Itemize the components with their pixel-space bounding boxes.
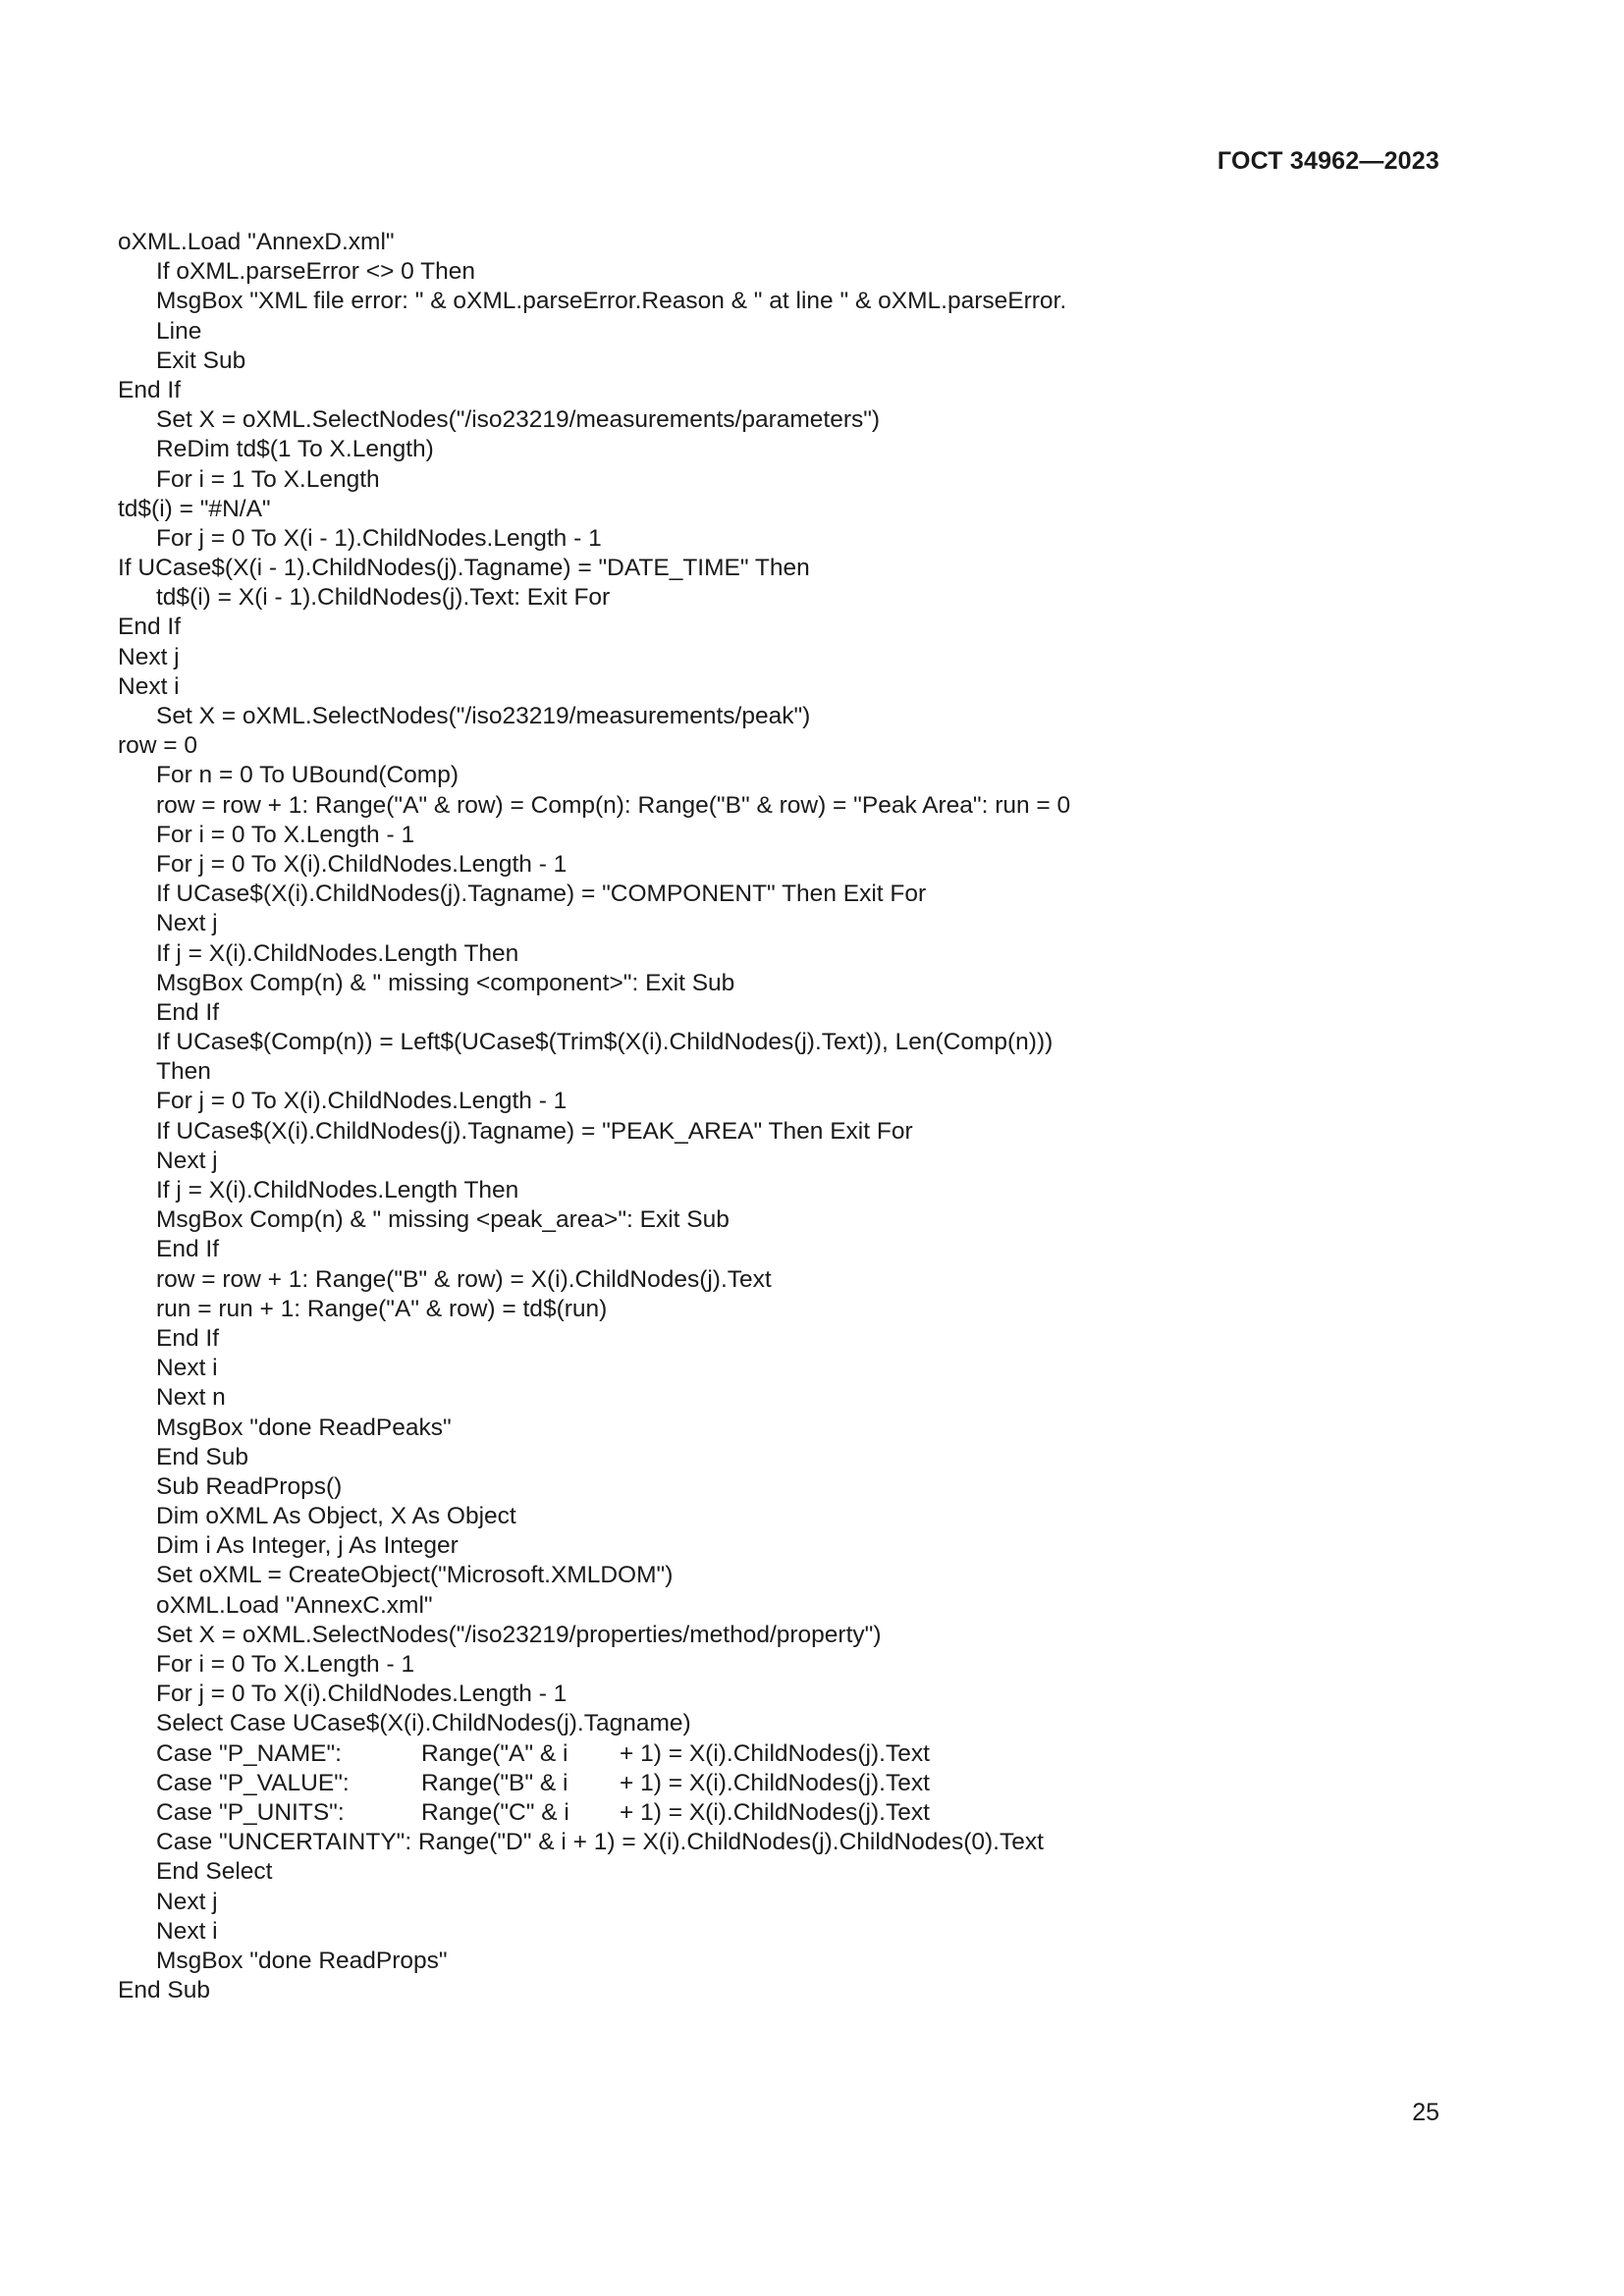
code-line: Set X = oXML.SelectNodes("/iso23219/measurements/parameters") [156, 406, 881, 434]
code-line: oXML.Load "AnnexD.xml" [118, 229, 395, 255]
code-line: For n = 0 To UBound(Comp) [156, 762, 459, 789]
code-line-column: + 1) = X(i).ChildNodes(j).Text [620, 1739, 930, 1767]
code-line: row = 0 [118, 732, 198, 760]
code-line: For j = 0 To X(i).ChildNodes.Length - 1 [156, 1681, 568, 1708]
code-line [118, 1769, 1512, 1798]
code-line: MsgBox "done ReadProps" [156, 1947, 448, 1974]
code-line: Next j [156, 1888, 218, 1915]
code-line: End If [118, 614, 182, 641]
code-line: Next n [156, 1384, 226, 1412]
code-line: For j = 0 To X(i).ChildNodes.Length - 1 [156, 1088, 568, 1115]
code-line: End Select [156, 1858, 273, 1886]
code-line: Dim oXML As Object, X As Object [156, 1503, 516, 1530]
code-line: Set X = oXML.SelectNodes("/iso23219/properties/method/property") [156, 1621, 882, 1648]
code-line: td$(i) = X(i - 1).ChildNodes(j).Text: Exit For [156, 584, 611, 612]
code-line: Then [156, 1058, 211, 1086]
code-line-column: Case "P_VALUE": [156, 1769, 350, 1796]
code-line-column: + 1) = X(i).ChildNodes(j).Text [620, 1798, 930, 1826]
code-line: For i = 0 To X.Length - 1 [156, 1651, 415, 1678]
code-line-column: Case "P_UNITS": [156, 1798, 345, 1826]
code-line: run = run + 1: Range("A" & row) = td$(run) [156, 1295, 608, 1322]
code-line: If UCase$(X(i).ChildNodes(j).Tagname) = "COMPONENT" Then Exit For [156, 881, 927, 908]
code-line: End If [156, 1236, 220, 1263]
code-line: If j = X(i).ChildNodes.Length Then [156, 1177, 519, 1203]
code-line: If UCase$(Comp(n)) = Left$(UCase$(Trim$(X(i).ChildNodes(j).Text)), Len(Comp(n))) [156, 1029, 1054, 1056]
code-line: If j = X(i).ChildNodes.Length Then [156, 939, 519, 967]
code-line-column: Case "P_NAME": [156, 1739, 342, 1767]
code-line-column: Range("C" & i [421, 1798, 569, 1826]
code-line: row = row + 1: Range("B" & row) = X(i).ChildNodes(j).Text [156, 1265, 772, 1293]
document-header-id: ГОСТ 34962—2023 [1217, 147, 1439, 175]
code-line: Next i [118, 672, 180, 700]
code-line: row = row + 1: Range("A" & row) = Comp(n): Range("B" & row) = "Peak Area": run = 0 [156, 791, 1071, 819]
code-line: End Sub [156, 1443, 248, 1470]
code-line: If UCase$(X(i - 1).ChildNodes(j).Tagname) = "DATE_TIME" Then [118, 555, 810, 582]
code-line [118, 1798, 1512, 1828]
code-line: Sub ReadProps() [156, 1472, 343, 1500]
code-line: Next i [156, 1355, 218, 1382]
code-line: Next j [156, 910, 218, 937]
page-number: 25 [1412, 2099, 1439, 2126]
code-line: Exit Sub [156, 347, 246, 374]
code-line: If oXML.parseError <> 0 Then [156, 258, 476, 286]
code-line: End If [118, 376, 182, 403]
code-line: MsgBox Comp(n) & " missing <component>": Exit Sub [156, 969, 735, 996]
code-line: End If [156, 1324, 220, 1352]
code-line: For j = 0 To X(i).ChildNodes.Length - 1 [156, 850, 568, 878]
code-line: Set X = oXML.SelectNodes("/iso23219/measurements/peak") [156, 703, 811, 729]
code-line: End If [156, 998, 220, 1026]
code-line [118, 1739, 1512, 1769]
code-line: MsgBox Comp(n) & " missing <peak_area>": Exit Sub [156, 1206, 730, 1234]
code-line: End Sub [118, 1977, 210, 2004]
code-line: Next j [156, 1147, 218, 1174]
code-line: MsgBox "done ReadPeaks" [156, 1414, 452, 1441]
code-line-column: Range("A" & i [421, 1739, 568, 1767]
code-line: Next j [118, 643, 180, 670]
code-line: If UCase$(X(i).ChildNodes(j).Tagname) = "PEAK_AREA" Then Exit For [156, 1117, 913, 1145]
code-line: td$(i) = "#N/A" [118, 495, 271, 522]
code-line: For i = 0 To X.Length - 1 [156, 821, 415, 848]
code-line: Set oXML = CreateObject("Microsoft.XMLDOM") [156, 1562, 674, 1589]
code-line-column: + 1) = X(i).ChildNodes(j).Text [620, 1769, 930, 1796]
code-line: Next i [156, 1917, 218, 1945]
code-line: Case "UNCERTAINTY": Range("D" & i + 1) = X(i).ChildNodes(j).ChildNodes(0).Text [156, 1829, 1044, 1856]
code-line: Dim i As Integer, j As Integer [156, 1532, 459, 1560]
code-line: Select Case UCase$(X(i).ChildNodes(j).Tagname) [156, 1710, 691, 1737]
code-listing [118, 228, 1512, 2005]
code-line: For j = 0 To X(i - 1).ChildNodes.Length - 1 [156, 524, 602, 552]
code-line: Line [156, 317, 202, 345]
code-line-column: Range("B" & i [421, 1769, 568, 1796]
code-line: MsgBox "XML file error: " & oXML.parseError.Reason & " at line " & oXML.parseError. [156, 288, 1067, 315]
code-line: For i = 1 To X.Length [156, 465, 380, 493]
code-line: oXML.Load "AnnexC.xml" [156, 1591, 433, 1619]
code-line: ReDim td$(1 To X.Length) [156, 436, 434, 463]
